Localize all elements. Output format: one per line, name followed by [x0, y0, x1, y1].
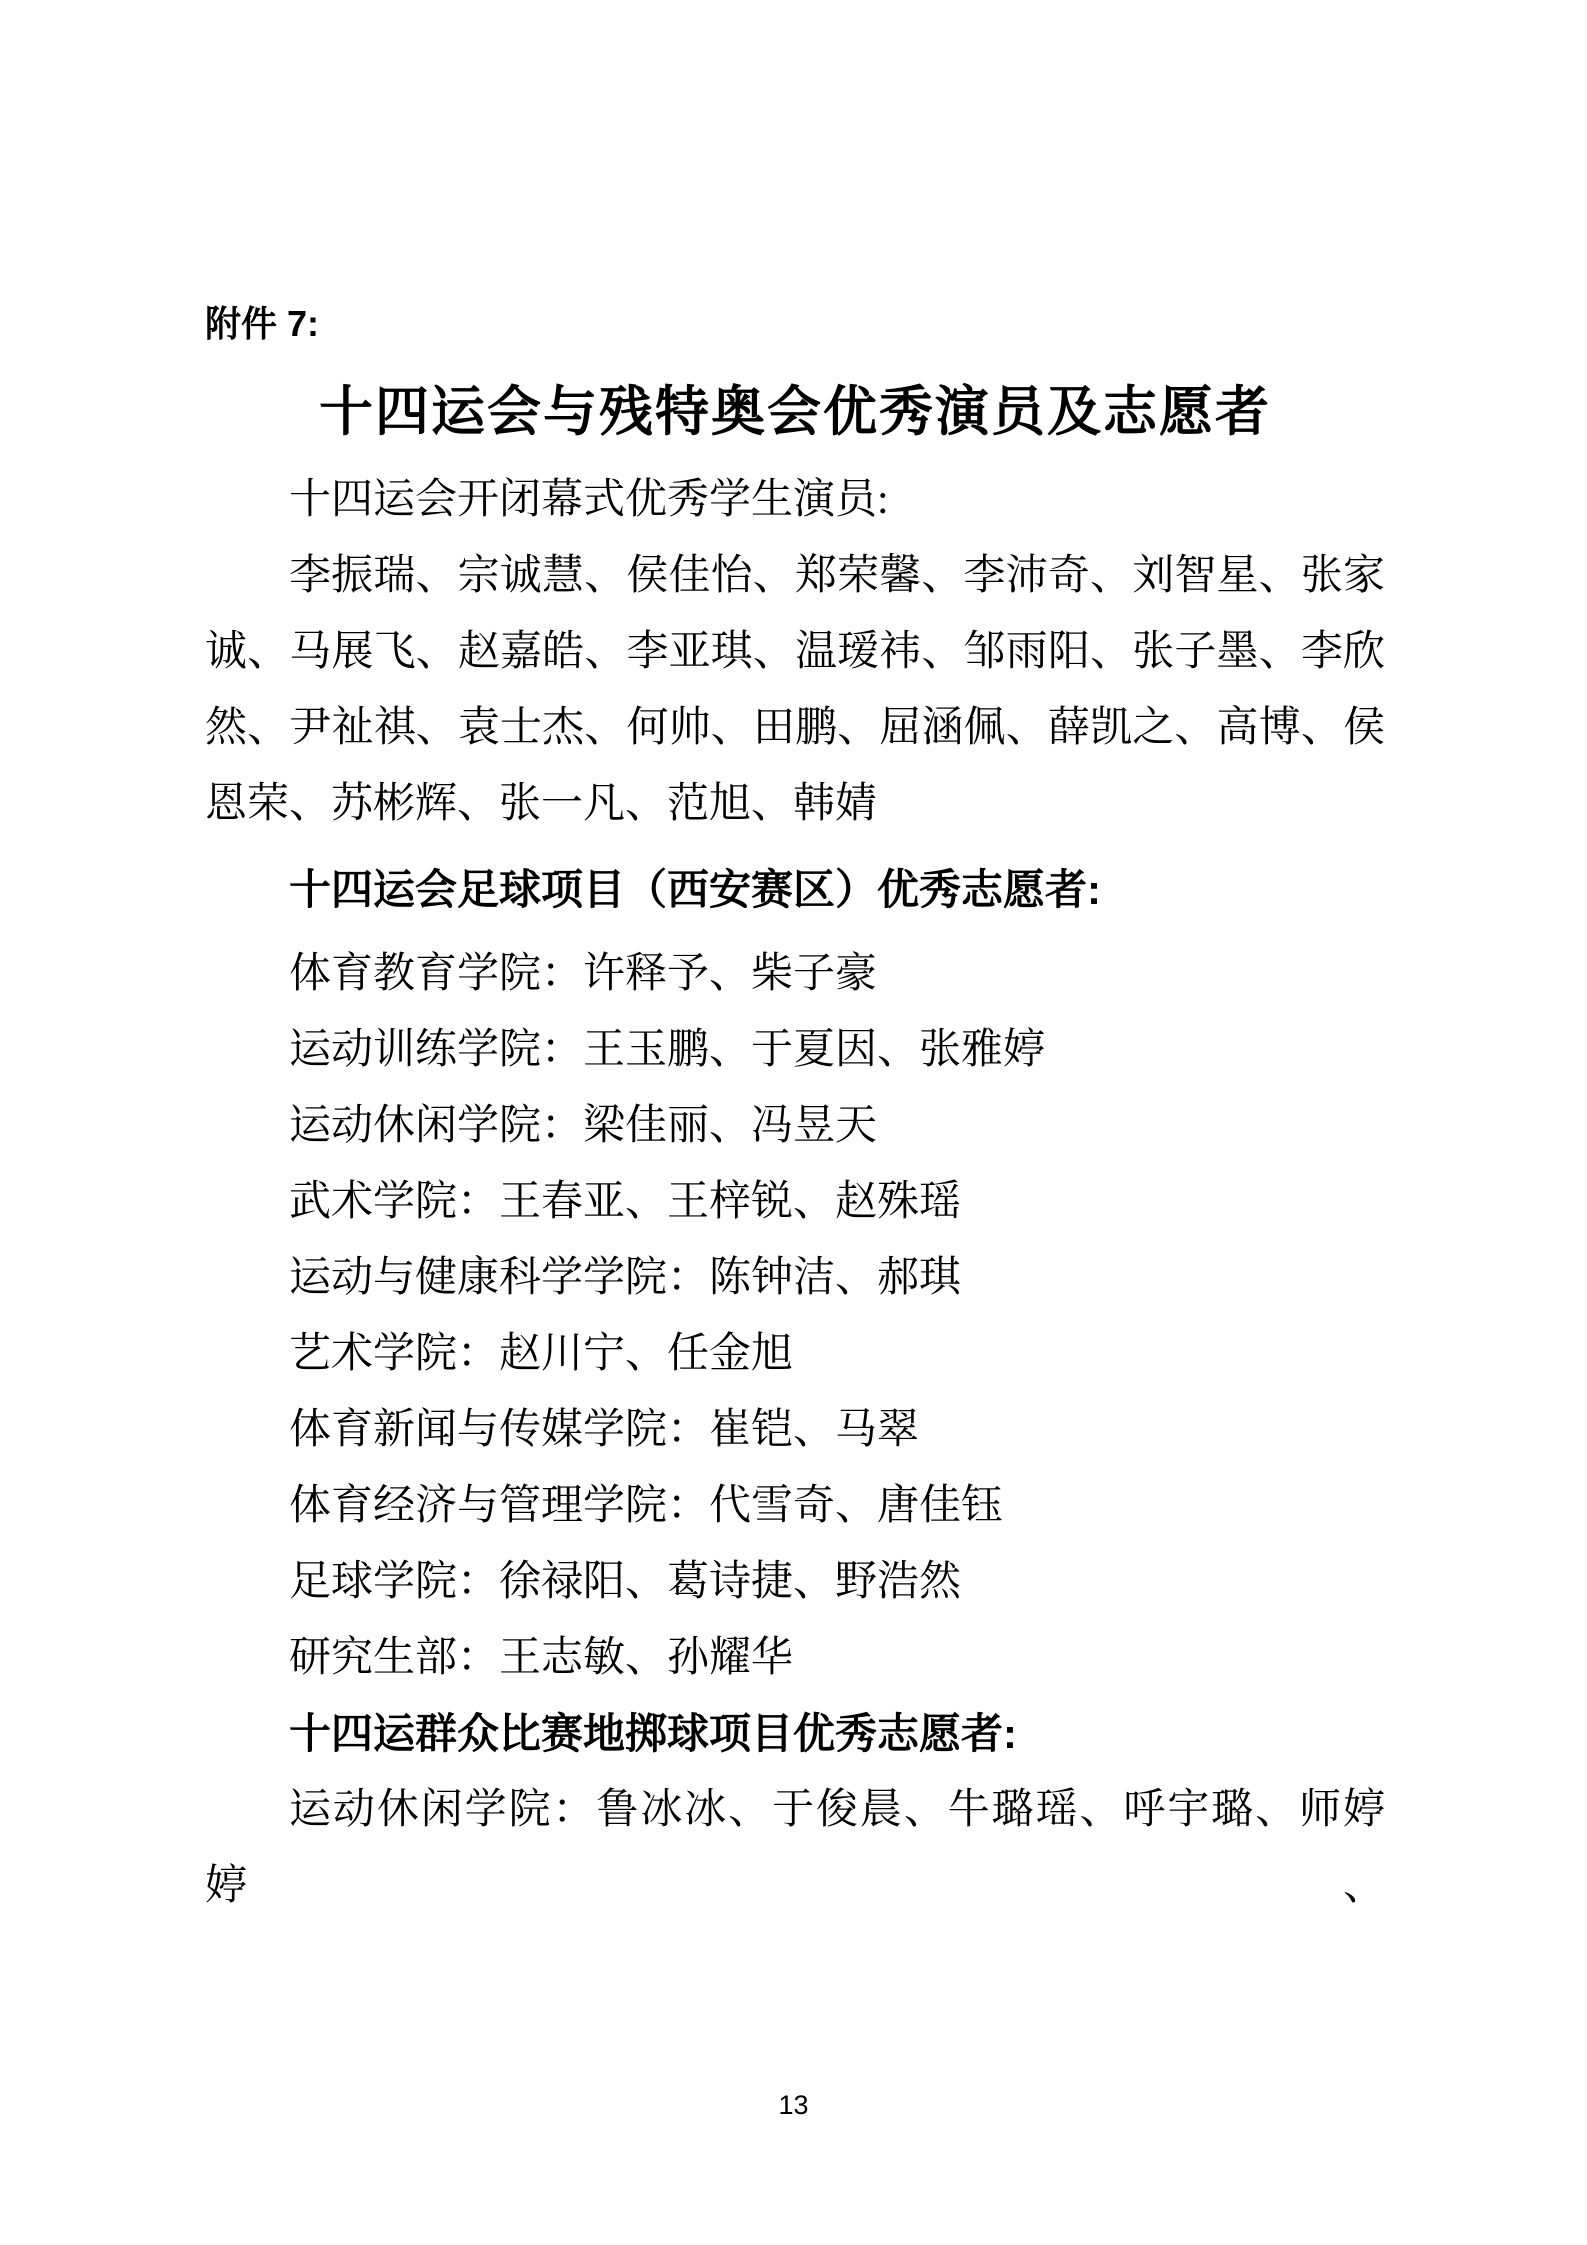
list-item-college-sports-journalism-media: 体育新闻与传媒学院：崔铠、马翠: [289, 1407, 920, 1453]
list-item-college-art: 艺术学院：赵川宁、任金旭: [289, 1331, 794, 1377]
list-item-college-sports-leisure: 运动休闲学院：梁佳丽、冯昱天: [289, 1103, 878, 1149]
list-item-college-sports-health-science: 运动与健康科学学院：陈钟洁、郝琪: [289, 1255, 962, 1301]
attachment-label: 附件 7:: [205, 303, 320, 344]
document-title: 十四运会与残特奥会优秀演员及志愿者: [319, 382, 1271, 442]
list-item-college-pe-education: 体育教育学院：许释予、柴子豪: [289, 951, 878, 997]
list-item-graduate-department: 研究生部：王志敏、孙耀华: [289, 1635, 794, 1681]
list-item-college-sports-training: 运动训练学院：王玉鹏、于夏因、张雅婷: [289, 1027, 1046, 1073]
list-item-college-sports-leisure-bocce: 运动休闲学院：鲁冰冰、于俊晨、牛璐瑶、呼宇璐、师婷婷、: [205, 1787, 1385, 1909]
section-heading-football-volunteers: 十四运会足球项目（西安赛区）优秀志愿者:: [289, 866, 1101, 913]
bocce-volunteers-list: [205, 1772, 1385, 1924]
page-number: 13: [778, 2090, 809, 2120]
ceremony-actors-names-paragraph: 李振瑞、宗诚慧、侯佳怡、郑荣馨、李沛奇、刘智星、张家诚、马展飞、赵嘉皓、李亚琪、温瑷祎、邹雨阳、张子墨、李欣然、尹祉祺、袁士杰、何帅、田鹏、屈涵佩、薛凯之、高博、侯恩荣、苏彬辉、张一凡、范旭、韩婧: [205, 553, 1385, 827]
section-heading-bocce-volunteers: 十四运群众比赛地掷球项目优秀志愿者:: [289, 1710, 1017, 1757]
section-heading-ceremony-actors: 十四运会开闭幕式优秀学生演员:: [289, 477, 889, 523]
football-volunteers-list: [205, 936, 1385, 1696]
list-item-college-wushu: 武术学院：王春亚、王梓锐、赵殊瑶: [289, 1179, 962, 1225]
list-item-college-sports-economics-management: 体育经济与管理学院：代雪奇、唐佳钰: [289, 1483, 1004, 1529]
list-item-college-football: 足球学院：徐禄阳、葛诗捷、野浩然: [289, 1559, 962, 1605]
